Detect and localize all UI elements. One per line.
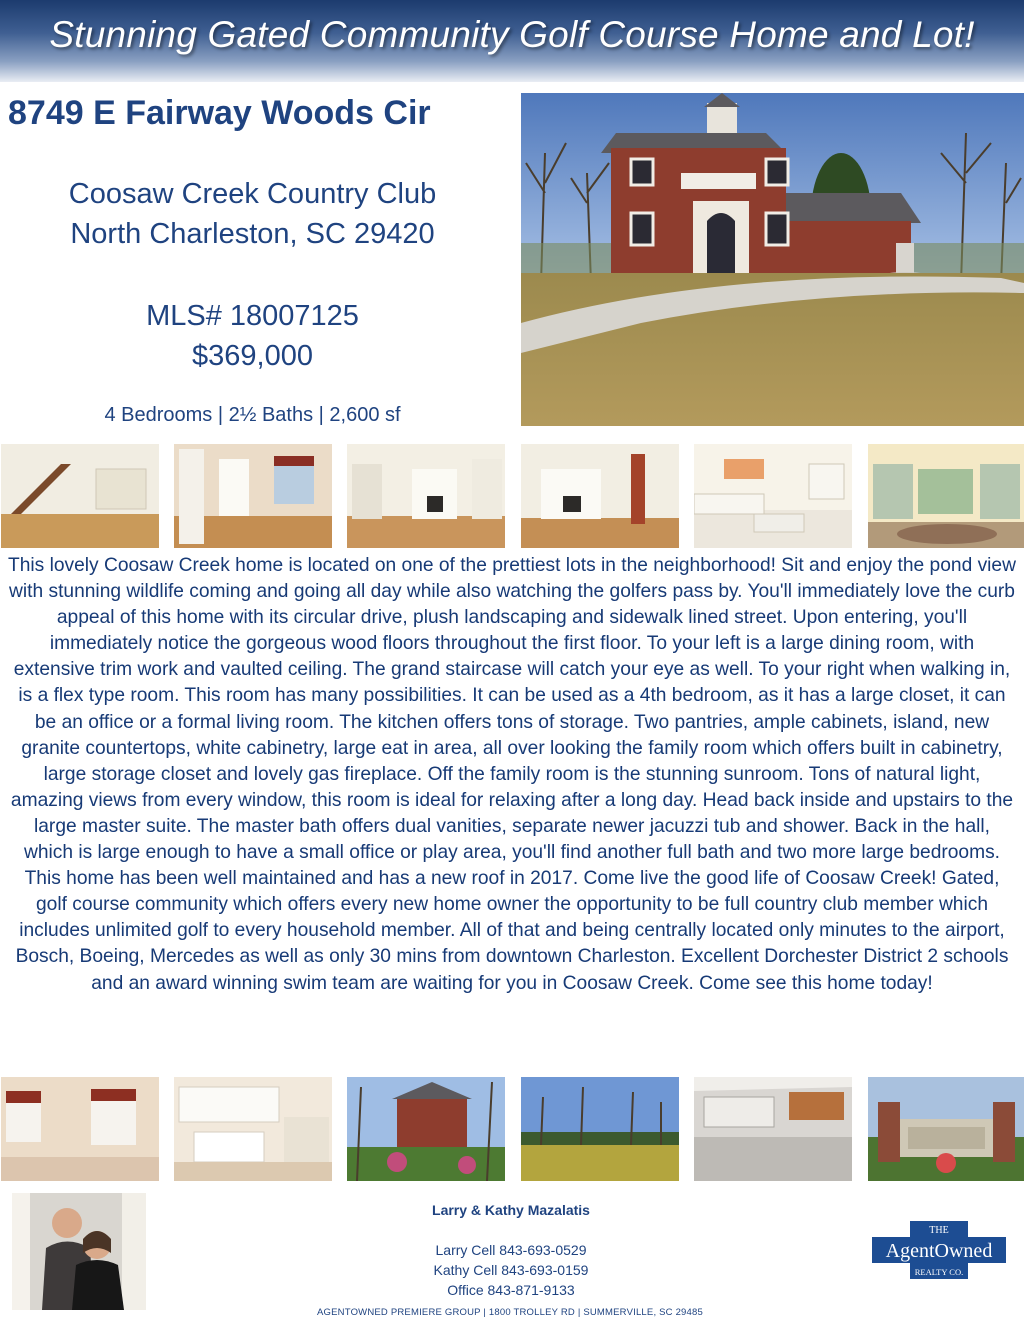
property-description: This lovely Coosaw Creek home is located on one of the prettiest lots in the neighborhood! Sit and enjoy the pond view with stunning wildlife coming and going all day while also watching the golfers pass by. You'll immediately love the curb appeal of this home with its circular drive, plush landscaping and sidewalk lined street. Upon entering, you'll immediately notice the gorgeous wood floors throughout the first floor. To your left is a large dining room, with extensive trim work and vaulted ceiling. The grand staircase will catch your eye as well. To your right when walking in, is a flex type room. This room has many possibilities. It can be used as a 4th bedroom, as it has a large closet, it can be an office or a formal living room. The kitchen offers tons of storage. Two pantries, ample cabinets, island, new granite countertops, white cabinetry, large eat in area, all over looking the family room which offers built in cabinetry, large storage closet and lovely gas fireplace. Off the family room is the stunning sunroom. Tons of natural light, amazing views from every window, this room is ideal for relaxing after a long day. Head back inside and upstairs to the large master suite. The master bath offers dual vanities, separate newer jacuzzi tub and shower. Back in the hall, which is large enough to have a small office or play area, you'll find another full bath and two more large bedrooms. This home has been well maintained and has a new roof in 2017. Come live the good life of Coosaw Creek! Gated, golf course community which offers every new home owner the opportunity to be full country club member which includes unlimited golf to every household member. All of that and being centrally located only minutes to the airport, Bosch, Boeing, Mercedes as well as only 30 mins from downtown Charleston. Excellent Dorchester District 2 schools and an award winning swim team are waiting for you in Coosaw Creek. Come see this home today! (8, 555, 1016, 994)
fireplace-photo (521, 444, 679, 548)
listing-address: 8749 E Fairway Woods Cir (8, 94, 431, 132)
listing-price: $369,000 (192, 340, 313, 372)
family-room-photo (347, 444, 505, 548)
agent-names: Larry & Kathy Mazalatis (432, 1202, 590, 1218)
garage-photo (694, 1077, 852, 1181)
logo-bottom-text: REALTY CO. (914, 1267, 964, 1277)
mls-number: MLS# 18007125 (146, 300, 359, 332)
flex-room-photo (174, 444, 332, 548)
price-block (0, 296, 505, 376)
master-bath-photo (174, 1077, 332, 1181)
master-bedroom-photo (1, 1077, 159, 1181)
kitchen-photo (694, 444, 852, 548)
house-exterior-photo (521, 93, 1024, 426)
kathy-cell: Kathy Cell 843-693-0159 (433, 1262, 589, 1278)
sunroom-photo (868, 444, 1024, 548)
logo-main-text: AgentOwned (885, 1240, 993, 1262)
community-name: Coosaw Creek Country Club (68, 178, 437, 210)
backyard-photo (521, 1077, 679, 1181)
agent-photo (12, 1193, 146, 1310)
larry-cell: Larry Cell 843-693-0529 (435, 1242, 587, 1258)
entrance-sign-photo (868, 1077, 1024, 1181)
office-phone: Office 843-871-9133 (447, 1282, 575, 1298)
logo-top-text: THE (929, 1225, 949, 1236)
property-specs: 4 Bedrooms | 2½ Baths | 2,600 sf (104, 404, 401, 426)
rear-exterior-photo (347, 1077, 505, 1181)
brokerage-footer: AGENTOWNED PREMIERE GROUP | 1800 TROLLEY RD | SUMMERVILLE, SC 29485 (317, 1307, 703, 1318)
city-line: North Charleston, SC 29420 (70, 218, 435, 250)
staircase-photo (1, 444, 159, 548)
banner-title: Stunning Gated Community Golf Course Home and Lot! (49, 14, 975, 55)
agentowned-logo (872, 1221, 1006, 1281)
community-block (0, 174, 505, 254)
header-banner (0, 0, 1024, 82)
